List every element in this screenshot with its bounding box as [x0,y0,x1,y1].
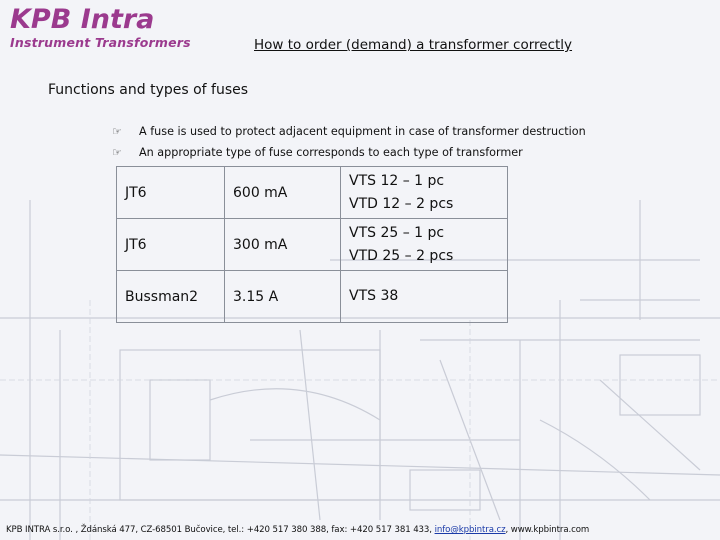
fuse-rating-cell: 300 mA [225,219,341,271]
transformer-usage-cell [341,271,508,323]
fuse-type-cell: JT6 [117,167,225,219]
page-title: How to order (demand) a transformer correctly [254,37,573,53]
fuse-type-cell: JT6 [117,219,225,271]
footer-website: , www.kpbintra.com [505,525,590,535]
footer-email-link[interactable]: info@kpbintra.cz [434,525,506,535]
footer-company-info: KPB INTRA s.r.o. , Ždánská 477, CZ-68501 Bučovice, tel.: +420 517 380 388, fax: +420 517 381 433, [6,525,435,535]
transformer-usage-cell [341,219,508,271]
usage-line: VTS 12 – 1 pc [349,172,445,189]
pointing-hand-icon: ☞ [112,146,122,159]
footer-contact [6,525,589,535]
fuse-type-cell: Bussman2 [117,271,225,323]
logo-brand: KPB Intra [10,4,155,35]
transformer-usage-cell [341,167,508,219]
company-logo [10,6,191,50]
usage-line: VTS 25 – 1 pc [349,224,445,241]
usage-line: VTD 25 – 2 pcs [349,247,454,264]
bullet-item [112,142,586,163]
usage-line: VTS 38 [349,288,399,304]
section-heading: Functions and types of fuses [48,82,249,98]
usage-line: VTD 12 – 2 pcs [349,195,454,212]
fuse-rating-cell: 3.15 A [225,271,341,323]
pointing-hand-icon: ☞ [112,125,122,138]
bullet-text: An appropriate type of fuse corresponds to each type of transformer [139,146,523,159]
table-row [117,219,508,271]
table-row [117,271,508,323]
bullet-text: A fuse is used to protect adjacent equipment in case of transformer destruction [139,125,586,138]
fuse-table [116,166,508,323]
bullet-list [112,121,586,163]
table-row [117,167,508,219]
fuse-rating-cell: 600 mA [225,167,341,219]
logo-subtitle: Instrument Transformers [10,35,191,50]
bullet-item [112,121,586,142]
